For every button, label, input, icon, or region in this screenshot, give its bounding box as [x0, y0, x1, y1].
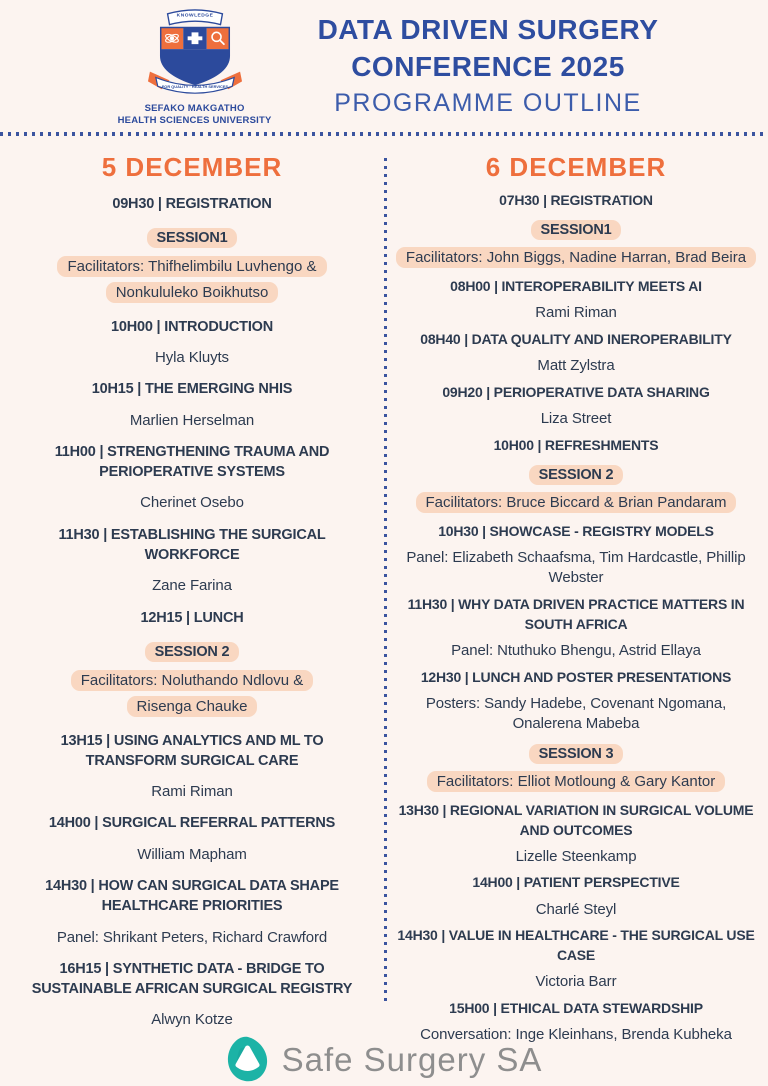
programme-slot: 10H00 | REFRESHMENTS: [493, 436, 659, 453]
university-crest-icon: [136, 5, 254, 101]
speaker-name: Lizelle Steenkamp: [515, 847, 637, 865]
safe-surgery-logo-text: Safe Surgery SA: [281, 1040, 543, 1078]
chip-label: SESSION 2: [529, 465, 624, 485]
programme-slot: 08H40 | DATA QUALITY AND INEROPERABILITY: [420, 330, 732, 347]
safe-surgery-logo-icon: [226, 1036, 270, 1084]
speaker-name: Matt Zylstra: [537, 357, 615, 375]
speaker-name: Victoria Barr: [535, 972, 617, 990]
speaker-name: Cherinet Osebo: [140, 494, 244, 512]
facilitators-chip: [390, 490, 762, 516]
session-chip: [6, 225, 378, 251]
facilitators-chip: [48, 668, 336, 720]
speaker-name: Hyla Kluyts: [155, 349, 229, 367]
programme-columns: [0, 136, 768, 1043]
programme-slot: 13H30 | REGIONAL VARIATION IN SURGICAL VOLUME AND OUTCOMES: [398, 802, 754, 838]
vertical-dotted-divider: [384, 158, 387, 1006]
programme-slot: 16H15 | SYNTHETIC DATA - BRIDGE TO SUSTAINABLE AFRICAN SURGICAL REGISTRY: [31, 960, 353, 998]
chip-label: Facilitators: Noluthando Ndlovu & Risenga Chauke: [71, 670, 314, 717]
university-name-line1: SEFAKO MAKGATHO: [144, 103, 245, 115]
speaker-name: Charlé Steyl: [535, 900, 617, 918]
programme-slot: 10H15 | THE EMERGING NHIS: [91, 381, 293, 398]
session-chip: [390, 741, 762, 767]
speaker-name: Panel: Elizabeth Schaafsma, Tim Hardcastle, Phillip Webster: [406, 549, 746, 587]
speaker-name: Zane Farina: [152, 577, 232, 595]
chip-label: Facilitators: John Biggs, Nadine Harran, Brad Beira: [396, 247, 756, 268]
programme-slot: 10H00 | INTRODUCTION: [111, 318, 273, 335]
programme-slot: 12H15 | LUNCH: [140, 609, 244, 626]
speaker-name: Alwyn Kotze: [151, 1011, 233, 1029]
speaker-name: Conversation: Inge Kleinhans, Brenda Kubheka: [420, 1025, 732, 1043]
header: [0, 0, 768, 126]
chip-label: SESSION1: [531, 220, 622, 240]
programme-slot: 11H30 | ESTABLISHING THE SURGICAL WORKFORCE: [58, 526, 326, 563]
session-chip: [390, 462, 762, 488]
university-logo: [110, 5, 280, 127]
day-column-5-december: [0, 136, 384, 1034]
programme-subtitle: PROGRAMME OUTLINE: [334, 89, 642, 118]
conference-title-block: [318, 12, 659, 119]
programme-slot: 14H30 | VALUE IN HEALTHCARE - THE SURGICAL USE CASE: [397, 927, 755, 963]
programme-slot: 14H00 | PATIENT PERSPECTIVE: [472, 874, 680, 891]
session-chip: [6, 639, 378, 665]
programme-slot: 09H30 | REGISTRATION: [112, 195, 272, 212]
programme-slot: 07H30 | REGISTRATION: [499, 191, 653, 208]
university-name: [110, 103, 280, 127]
programme-slot: 08H00 | INTEROPERABILITY MEETS AI: [450, 278, 702, 295]
speaker-name: William Mapham: [137, 845, 247, 863]
programme-slot: 11H30 | WHY DATA DRIVEN PRACTICE MATTERS IN SOUTH AFRICA: [407, 596, 745, 632]
conference-title-line1: DATA DRIVEN SURGERY: [317, 14, 659, 46]
programme-slot: 09H20 | PERIOPERATIVE DATA SHARING: [442, 383, 710, 400]
facilitators-chip: [390, 245, 762, 271]
chip-label: Facilitators: Elliot Motloung & Gary Kantor: [427, 771, 725, 792]
chip-label: Facilitators: Thifhelimbilu Luvhengo & Nonkululeko Boikhutso: [57, 256, 326, 303]
speaker-name: Panel: Shrikant Peters, Richard Crawford: [56, 928, 328, 946]
university-name-line2: HEALTH SCIENCES UNIVERSITY: [117, 115, 272, 126]
speaker-name: Posters: Sandy Hadebe, Covenant Ngomana, Onalerena Mabeba: [425, 694, 727, 732]
chip-label: SESSION1: [147, 228, 238, 248]
speaker-name: Rami Riman: [535, 304, 617, 322]
speaker-name: Liza Street: [540, 409, 612, 427]
programme-slot: 11H00 | STRENGTHENING TRAUMA AND PERIOPERATIVE SYSTEMS: [54, 443, 330, 481]
day-6-items: [390, 191, 762, 1045]
date-heading: 5 DECEMBER: [101, 151, 283, 182]
facilitators-chip: [48, 254, 336, 306]
programme-slot: 14H00 | SURGICAL REFERRAL PATTERNS: [48, 815, 336, 832]
programme-slot: 10H30 | SHOWCASE - REGISTRY MODELS: [438, 523, 714, 540]
conference-title-line2: CONFERENCE 2025: [351, 51, 625, 83]
speaker-name: Rami Riman: [151, 783, 233, 801]
programme-slot: 14H30 | HOW CAN SURGICAL DATA SHAPE HEALTHCARE PRIORITIES: [45, 877, 339, 915]
facilitators-chip: [390, 769, 762, 795]
date-heading: 6 DECEMBER: [485, 151, 667, 182]
programme-slot: 13H15 | USING ANALYTICS AND ML TO TRANSFORM SURGICAL CARE: [60, 732, 324, 769]
speaker-name: Panel: Ntuthuko Bhengu, Astrid Ellaya: [451, 641, 701, 659]
day-5-items: [6, 194, 378, 1031]
svg-text:FOR QUALITY · HEALTH SERVICES: FOR QUALITY · HEALTH SERVICES: [161, 83, 228, 89]
chip-label: SESSION 3: [529, 744, 624, 764]
chip-label: SESSION 2: [145, 642, 240, 662]
day-column-6-december: [384, 136, 768, 1043]
chip-label: Facilitators: Bruce Biccard & Brian Pandaram: [416, 492, 737, 513]
speaker-name: Marlien Herselman: [129, 411, 255, 429]
svg-text:KNOWLEDGE: KNOWLEDGE: [176, 13, 213, 19]
programme-slot: 15H00 | ETHICAL DATA STEWARDSHIP: [449, 999, 703, 1016]
programme-slot: 12H30 | LUNCH AND POSTER PRESENTATIONS: [420, 668, 732, 685]
session-chip: [390, 217, 762, 243]
